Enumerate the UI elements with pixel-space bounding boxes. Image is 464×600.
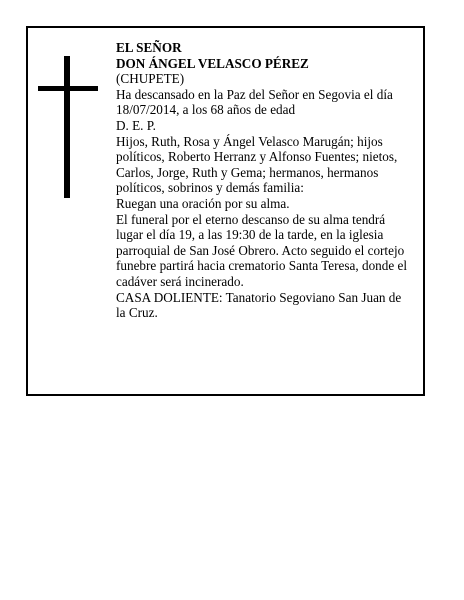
funeral-line-1: El funeral por el eterno descanso de su alma tendrá — [116, 211, 386, 227]
cross-vertical-bar — [64, 56, 70, 198]
family-line-1: Hijos, Ruth, Rosa y Ángel Velasco Marugán; hijos — [116, 133, 383, 149]
funeral-line-5: cadáver será incinerado. — [116, 273, 244, 289]
family-line-3: Carlos, Jorge, Ruth y Gema; hermanos, hermanos — [116, 164, 379, 180]
family-line-4: políticos, sobrinos y demás familia: — [116, 180, 304, 196]
death-line-2: 18/07/2014, a los 68 años de edad — [116, 102, 296, 118]
cross-icon — [38, 56, 98, 198]
funeral-line-3: parroquial de San José Obrero. Acto seguido el cortejo — [116, 242, 405, 258]
cross-horizontal-bar — [38, 86, 98, 91]
funeral-line-4: funebre partirá hacia crematorio Santa Teresa, donde el — [116, 258, 408, 274]
house-line-1: CASA DOLIENTE: Tanatorio Segoviano San Juan de — [116, 289, 402, 305]
title-line-2: DON ÁNGEL VELASCO PÉREZ — [116, 55, 309, 71]
death-line-1: Ha descansado en la Paz del Señor en Segovia el día — [116, 86, 393, 102]
title-line-1: EL SEÑOR — [116, 40, 182, 55]
funeral-line-2: lugar el día 19, a las 19:30 de la tarde, en la iglesia — [116, 227, 384, 243]
prayer-line: Ruegan una oración por su alma. — [116, 195, 290, 211]
house-line-2: la Cruz. — [116, 305, 158, 321]
family-line-2: políticos, Roberto Herranz y Alfonso Fuentes; nietos, — [116, 149, 398, 165]
obituary-text — [116, 40, 422, 321]
dep-line: D. E. P. — [116, 117, 156, 133]
nickname: (CHUPETE) — [116, 71, 185, 87]
obituary-notice — [26, 26, 425, 396]
